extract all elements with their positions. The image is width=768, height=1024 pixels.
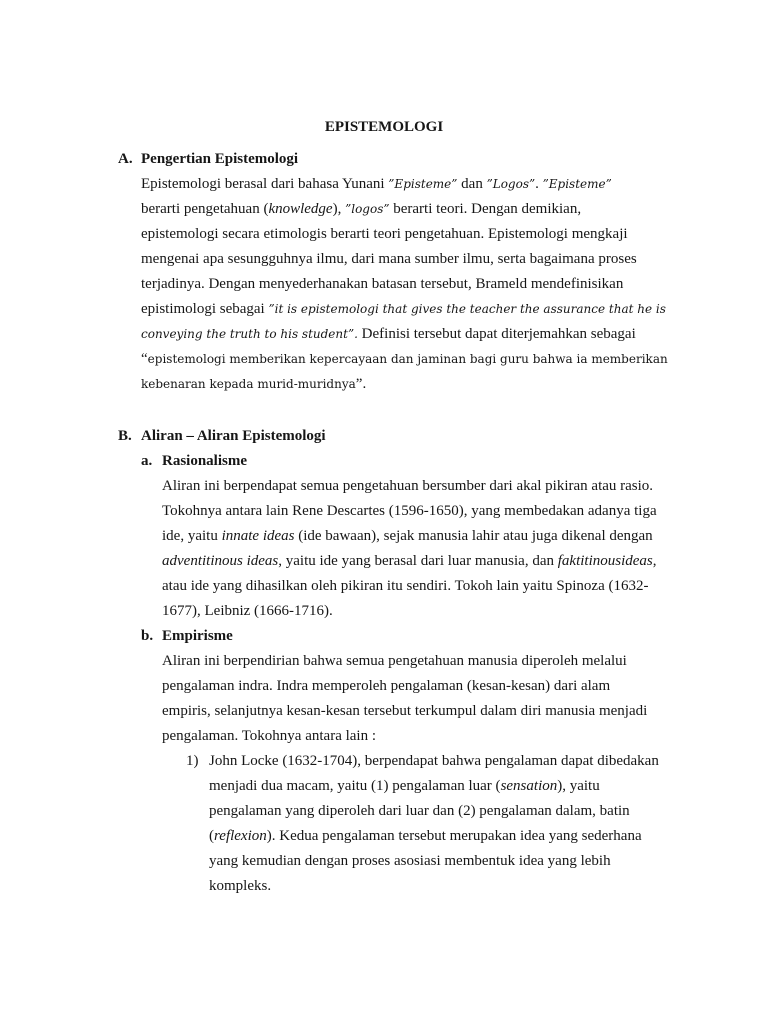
text-segment: terjadinya. Dengan menyederhanakan batasan tersebut, Brameld mendefinisikan — [141, 276, 624, 292]
italic-text: ”Episteme” — [388, 177, 458, 191]
text-segment: Tokohnya antara lain Rene Descartes (1596-1650), yang membedakan adanya tiga — [162, 503, 657, 519]
text-line — [209, 774, 768, 799]
subsection-title: Empirisme — [162, 628, 233, 644]
section-title: Pengertian Epistemologi — [141, 151, 299, 167]
subsection-a-paragraph — [0, 474, 768, 624]
list-item — [0, 749, 768, 899]
text-line — [141, 347, 768, 372]
text-segment: atau ide yang dihasilkan oleh pikiran itu sendiri. Tokoh lain yaitu Spinoza (1632- — [162, 578, 649, 594]
text-line — [141, 322, 768, 347]
text-segment: menjadi dua macam, yaitu (1) pengalaman luar ( — [209, 778, 501, 794]
text-segment: . — [535, 176, 543, 192]
section-title: Aliran – Aliran Epistemologi — [141, 428, 326, 444]
text-line — [162, 674, 768, 699]
italic-text: sensation — [500, 778, 558, 794]
subsection-b-paragraph — [0, 649, 768, 749]
text-segment: 1677), Leibniz (1666-1716). — [162, 603, 333, 619]
italic-text: ”Logos” — [486, 177, 536, 191]
text-line — [141, 197, 768, 222]
text-segment: kompleks. — [209, 878, 272, 894]
text-segment: mengenai apa sesungguhnya ilmu, dari mana sumber ilmu, serta bagaimana proses — [141, 251, 637, 267]
italic-text: ”it is epistemologi that gives the teacher the assurance that he is — [268, 302, 666, 316]
text-line — [162, 524, 768, 549]
italic-text: reflexion — [214, 828, 267, 844]
italic-text: ”Episteme” — [542, 177, 612, 191]
list-marker: 1) — [186, 753, 199, 769]
text-line — [141, 272, 768, 297]
text-segment: empiris, selanjutnya kesan-kesan tersebut terkumpul dalam diri manusia menjadi — [162, 703, 648, 719]
subsection-b-heading — [0, 624, 768, 649]
text-segment: epistemologi secara etimologis berarti teori pengetahuan. Epistemologi mengkaji — [141, 226, 628, 242]
text-segment: ”. — [355, 376, 367, 392]
text-segment: ide, yaitu — [162, 528, 222, 544]
text-segment: Aliran ini berpendirian bahwa semua pengetahuan manusia diperoleh melalui — [162, 653, 627, 669]
italic-text: knowledge — [268, 201, 333, 217]
text-line — [162, 724, 768, 749]
text-line — [141, 297, 768, 322]
text-line — [162, 599, 768, 624]
list-item-text — [0, 749, 768, 899]
text-segment: John Locke (1632-1704), berpendapat bahwa pengalaman dapat dibedakan — [209, 753, 659, 769]
text-segment: ( — [209, 828, 214, 844]
italic-text: faktitinousideas — [557, 553, 653, 569]
text-segment: ), yaitu — [557, 778, 600, 794]
text-line — [209, 799, 768, 824]
italic-text: adventitinous ideas — [162, 553, 279, 569]
text-segment: ), — [332, 201, 346, 217]
subsection-title: Rasionalisme — [162, 453, 248, 469]
subsection-marker: a. — [141, 453, 153, 469]
text-segment: pengalaman yang diperoleh dari luar dan (2) pengalaman dalam, batin — [209, 803, 630, 819]
text-line — [209, 874, 768, 899]
subsection-a-heading — [0, 449, 768, 474]
text-segment: berarti pengetahuan ( — [141, 201, 269, 217]
text-segment: Aliran ini berpendapat semua pengetahuan bersumber dari akal pikiran atau rasio. — [162, 478, 654, 494]
section-b-heading — [0, 424, 768, 449]
text-line — [209, 824, 768, 849]
text-segment: dan — [457, 176, 487, 192]
text-line — [162, 699, 768, 724]
text-line — [141, 247, 768, 272]
text-segment: berarti teori. Dengan demikian, — [389, 201, 582, 217]
text-segment: epistimologi sebagai — [141, 301, 269, 317]
text-segment: “ — [141, 351, 148, 367]
text-line — [209, 749, 768, 774]
text-segment: pengalaman indra. Indra memperoleh pengalaman (kesan-kesan) dari alam — [162, 678, 611, 694]
section-a-heading — [0, 147, 768, 172]
text-segment: , yaitu ide yang berasal dari luar manusia, dan — [278, 553, 558, 569]
text-line — [209, 849, 768, 874]
page-title: EPISTEMOLOGI — [324, 119, 444, 135]
section-marker: A. — [118, 151, 133, 167]
text-line — [162, 499, 768, 524]
text-line — [141, 172, 768, 197]
italic-text: ”logos” — [345, 202, 390, 216]
text-segment: kebenaran kepada murid-muridnya — [141, 377, 356, 391]
subsection-marker: b. — [141, 628, 154, 644]
text-segment: pengalaman. Tokohnya antara lain : — [162, 728, 377, 744]
text-line — [162, 574, 768, 599]
text-segment: (ide bawaan), sejak manusia lahir atau juga dikenal dengan — [294, 528, 653, 544]
section-a-paragraph — [0, 172, 768, 397]
text-line — [141, 222, 768, 247]
text-segment: epistemologi memberikan kepercayaan dan jaminan bagi guru bahwa ia memberikan — [147, 352, 668, 366]
text-segment: Definisi tersebut dapat diterjemahkan sebagai — [357, 326, 636, 342]
text-line — [162, 549, 768, 574]
text-line — [162, 474, 768, 499]
text-segment: ). Kedua pengalaman tersebut merupakan idea yang sederhana — [266, 828, 642, 844]
text-segment: , — [652, 553, 657, 569]
text-line — [162, 649, 768, 674]
text-line — [141, 372, 768, 397]
text-segment: Epistemologi berasal dari bahasa Yunani — [141, 176, 389, 192]
italic-text: innate ideas — [221, 528, 295, 544]
text-segment: yang kemudian dengan proses asosiasi membentuk idea yang lebih — [209, 853, 611, 869]
section-marker: B. — [118, 428, 132, 444]
italic-text: conveying the truth to his student”. — [141, 327, 358, 341]
